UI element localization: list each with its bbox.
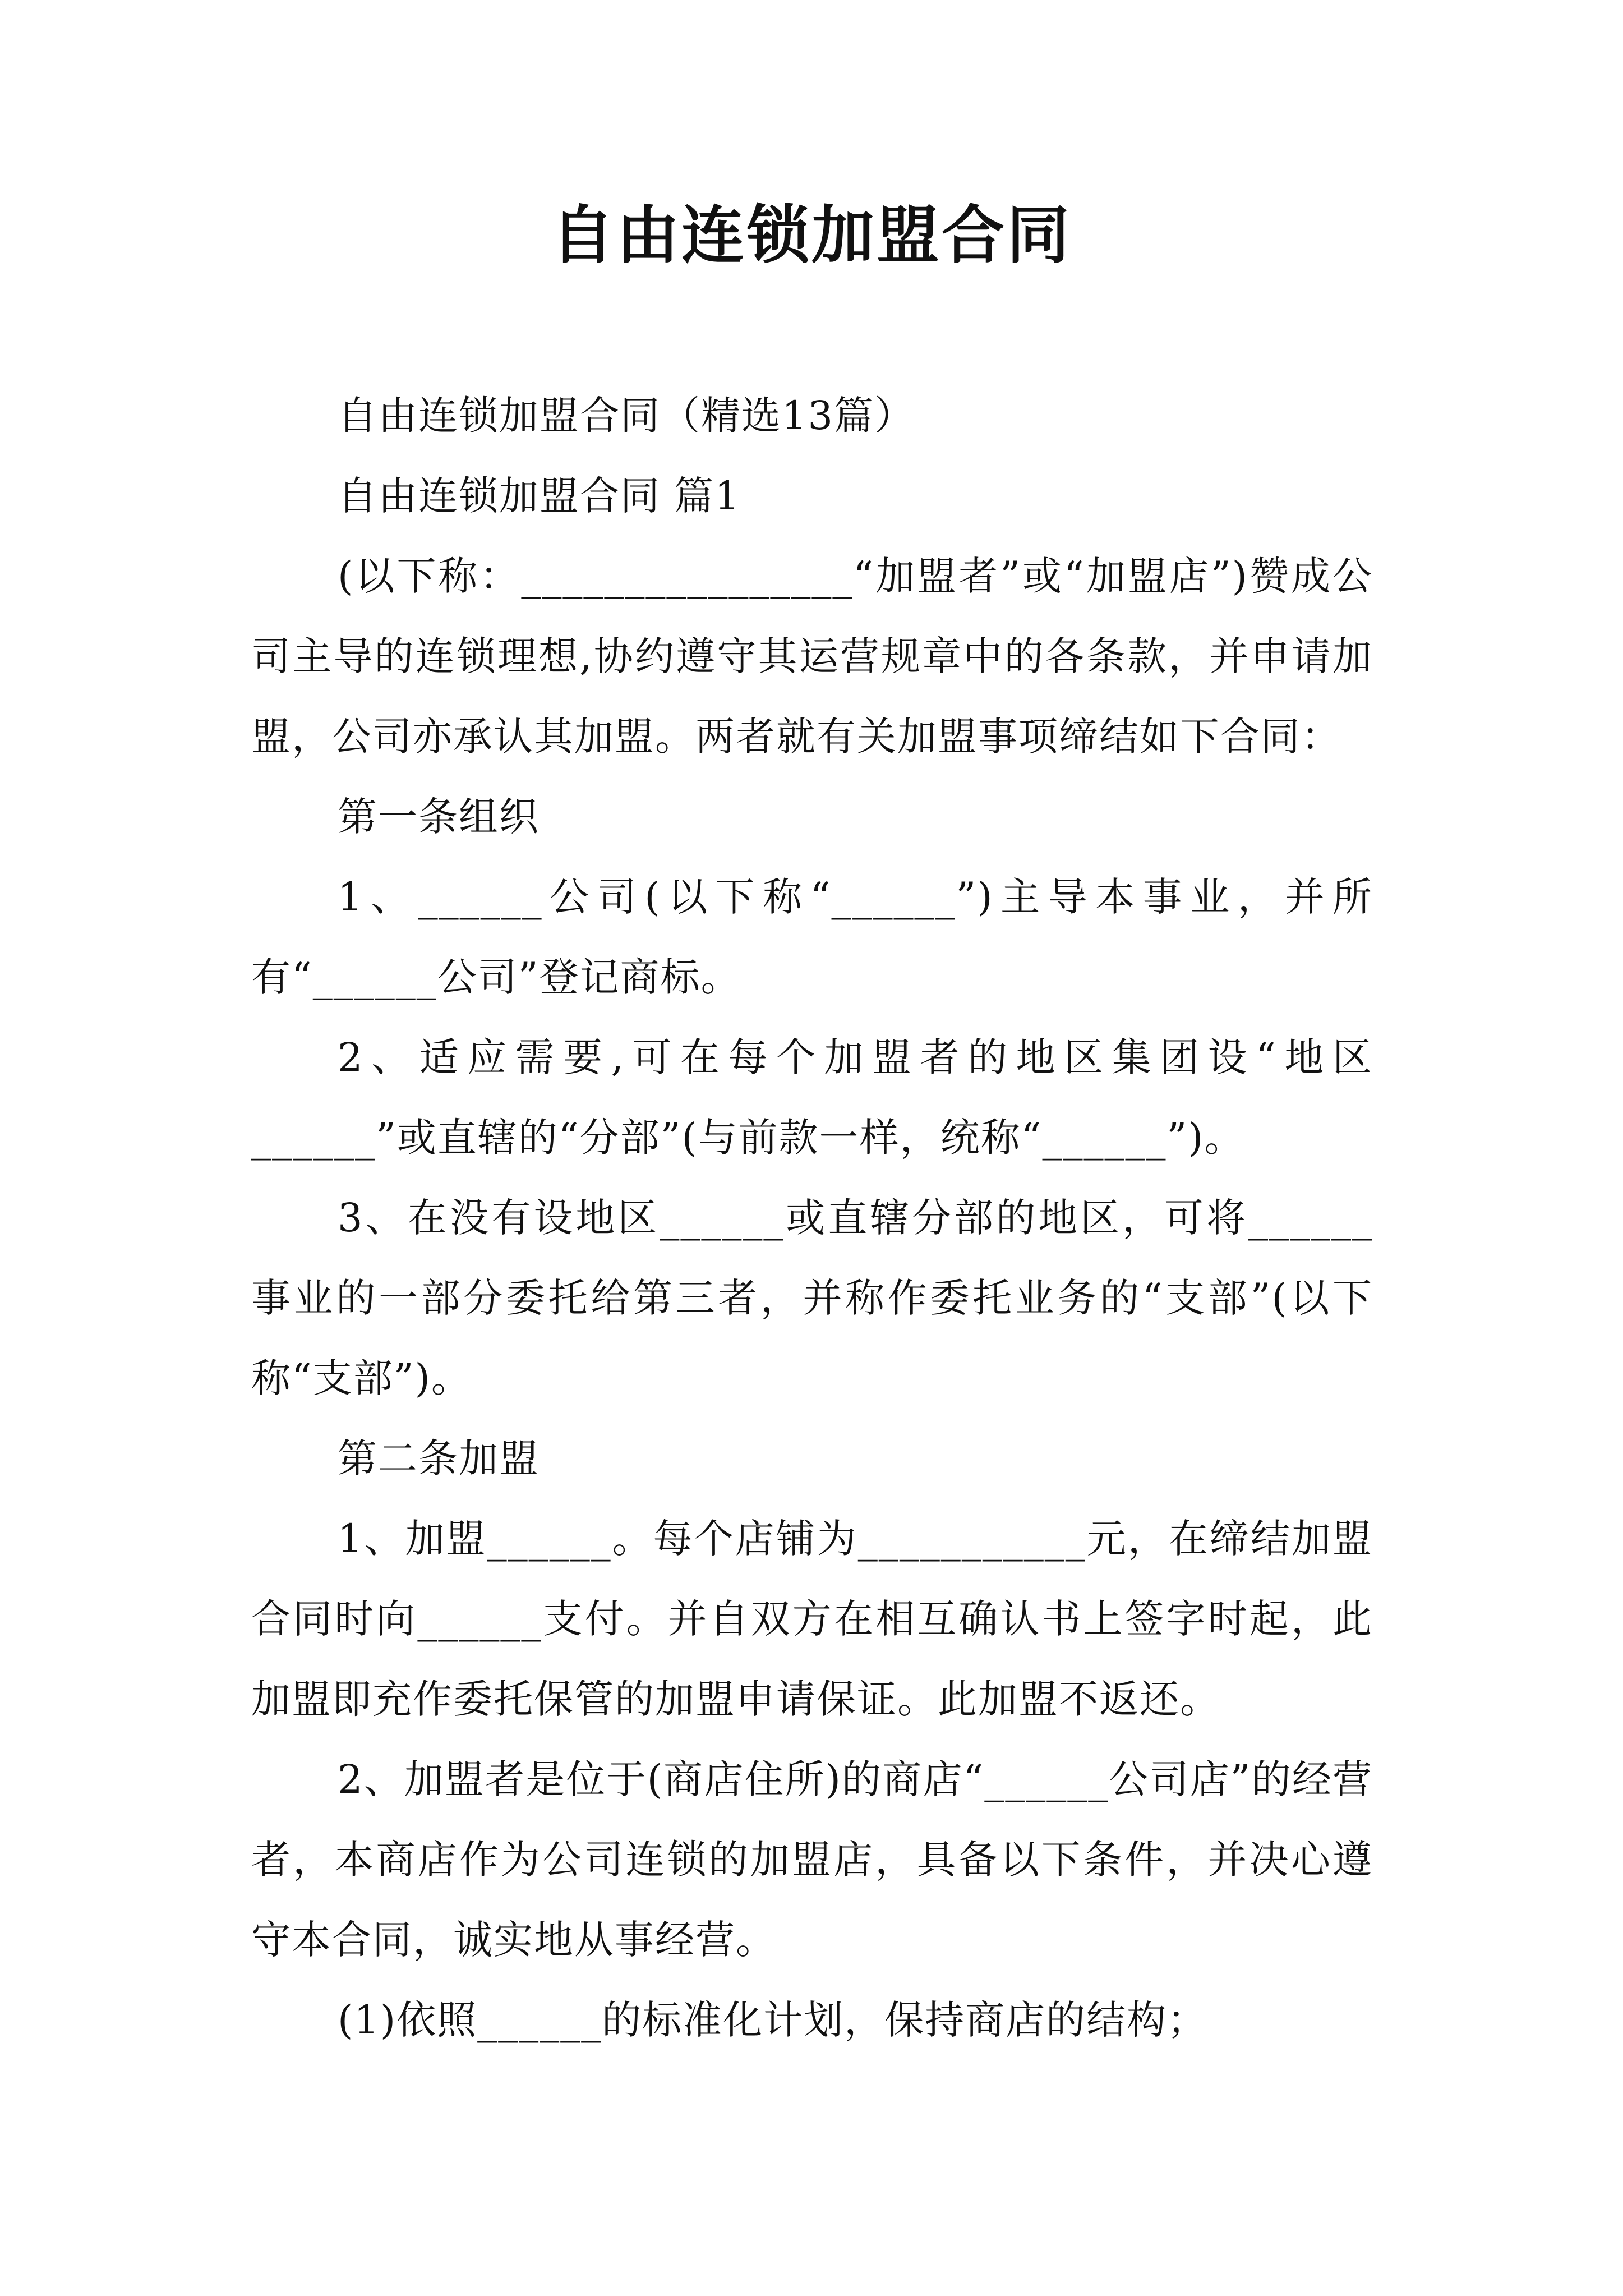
- paragraph-subtitle: 自由连锁加盟合同（精选13篇）: [338, 393, 915, 439]
- document-body: [251, 376, 1373, 2060]
- paragraph-article-1-item-1: 1、______公司(以下称“______”)主导本事业，并所有“______公司”登记商标。: [251, 874, 1373, 1000]
- paragraph-article-2-item-1: 1、加盟______。每个店铺为___________元，在缔结加盟合同时向______支付。并自双方在相互确认书上签字时起，此加盟即充作委托保管的加盟申请保证。此加盟不返还。: [251, 1516, 1373, 1722]
- paragraph-section-heading: 自由连锁加盟合同 篇1: [338, 473, 741, 519]
- paragraph-article-2-subitem-1: (1)依照______的标准化计划，保持商店的结构；: [338, 1997, 1208, 2043]
- document-title: 自由连锁加盟合同: [551, 199, 1072, 272]
- paragraph-article-1-item-2: 2、适应需要,可在每个加盟者的地区集团设“地区______”或直辖的“分部”(与前款一样，统称“______”)。: [251, 1034, 1373, 1161]
- paragraph-article-1-item-3: 3、在没有设地区______或直辖分部的地区，可将______事业的一部分委托给第三者，并称作委托业务的“支部”(以下称“支部”)。: [251, 1195, 1373, 1401]
- paragraph-article-2-item-2: 2、加盟者是位于(商店住所)的商店“______公司店”的经营者，本商店作为公司连锁的加盟店，具备以下条件，并决心遵守本合同，诚实地从事经营。: [251, 1756, 1373, 1963]
- paragraph-article-1-heading: 第一条组织: [338, 794, 540, 840]
- paragraph-article-2-heading: 第二条加盟: [338, 1435, 540, 1481]
- paragraph-preamble: (以下称：________________“加盟者”或“加盟店”)赞成公司主导的连锁理想,协约遵守其运营规章中的各条款，并申请加盟，公司亦承认其加盟。两者就有关加盟事项缔结如下合同：: [251, 553, 1373, 760]
